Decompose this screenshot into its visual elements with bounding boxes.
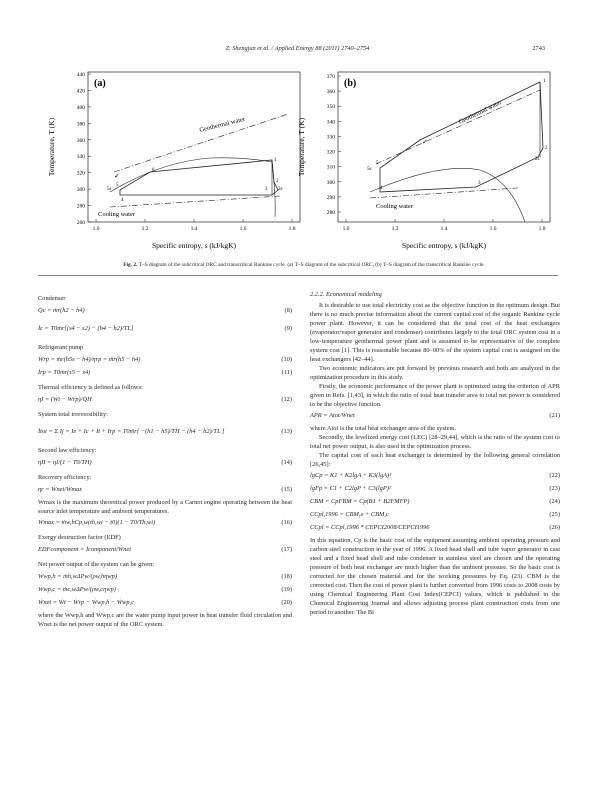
net-power-text: Net power output of the system can be given: [38,561,155,568]
a-yt-label: 360 [76,137,85,144]
left-column [38,290,292,629]
panel-a-state-1: 1 [274,158,277,163]
panel-a-cycle [120,160,278,195]
paragraph-1: It is desirable to use total electricity cost as the objective function in the optimum design. But there is no much precise information about the current capital cost of the organic Rankine cycle power plant. However, it can be considered that the total cost of the heat exchangers (evaporator/vapor generator and condenser) contributes largely to the total ORC system cost in a low-temperature geothermal power plant and is assumed to be representative of the complete system cost [1]. This is reasonable because 80–90% of the system capital cost is assigned on the heat exchangers [42–44]. [310,302,560,363]
panel-b-geothermal-line [376,90,540,164]
panel-b-yticks [327,74,341,216]
panel-a-state-3: 3 [265,187,268,192]
paragraph-2: Two economic indicators are put forward by previous research and both are analyzed in the optimization procedure in this study. [310,365,560,381]
panel-a-geothermal-label: Geothermal water [198,115,246,134]
panel-b-state-3: 3 [478,181,481,186]
panel-b-state-5: 5 [376,161,379,166]
panel-b-state-5s: 5s [367,167,372,172]
paragraph-4: where Atot is the total heat exchanger area of the system. [310,425,457,432]
panel-b-xlabel: Specific entropy, s (kJ/kgK) [401,241,487,250]
a-xt-label: 1.4 [190,226,198,232]
equation-17: EDFcomponent = İcomponent/Ẇnet (17) [38,546,292,553]
b-yt-label: 340 [326,119,335,126]
panel-a-state-5: 5 [116,183,119,188]
thermal-text: Thermal efficiency is defined as follows: [38,384,143,391]
equation-18: Ẇwp,h = ṁh,wΔPw/(ρw,hηwp) (18) [38,573,292,580]
paragraph-7: In this equation, Cp is the basic cost of the equipment assuming ambient operating pressure and carbon steel construction in the year of 1996. A fixed head shell and tube vapor generator in cast steel and a fixed head shell and tube condenser in stainless steel are chosen and the operating pressure of both heat exchanger are much higher than the ambient pressure. So the basic cost is corrected for the chosen material and for the working pressures by Eq. (23). CBM is the corrected cost. Then the cost of power plant is further converted from 1996 costs to 2008 costs by using Chemical Engineering Plant Cost Index(CEPCI) values, which is published in the Chemical Engineering Journal and allows adjusting process plant construction costs from one period to another. The Bi [310,537,560,616]
panel-a-xlabel: Specific entropy, s (kJ/kgK) [151,241,237,250]
panel-b-cooling-line [370,188,518,198]
panel-b [297,72,550,250]
panel-b-saturation-dome [370,168,525,222]
b-xt-label: 1.8 [538,226,546,232]
b-yt-label: 310 [326,164,335,171]
panel-a-saturation-dome [110,158,275,217]
equation-14: ηII = ηI/(1 − T0/TH) (14) [38,459,292,466]
panel-a-state-2s: 2s [278,187,283,192]
edf-heading: Exergy destruction factor (EDF) [38,534,121,541]
b-yt-label: 330 [326,134,335,141]
equation-25: CCpl,1996 = CBM,e + CBM,c (25) [310,511,560,518]
panel-a-state-4: 4 [121,198,124,203]
panel-a-geothermal-line [114,114,288,172]
equation-13: İtot = Σ Ij = Ie + Ic + It + Irp = T0ṁr[ −(h1 − h5)/TH − (h4 − h2)/TL ] (13) [38,428,292,435]
page-number: 2743 [532,45,545,52]
equation-9: İc = T0ṁr[(s4 − s2) − (h4 − h2)/TL] (9) [38,325,292,332]
a-yt-label: 340 [76,154,85,161]
figure-caption [54,262,554,268]
paragraph-3: Firstly, the economic performance of the power plant is optimized using the criterion of APR given in Refs. [1,43], in which the ratio of total heat transfer area to total net power is considered to be the objective function. [310,383,560,408]
panel-b-xticks [343,219,546,232]
b-yt-label: 350 [326,104,335,111]
panel-b-label: (b) [344,78,357,89]
b-yt-label: 300 [326,179,335,186]
caption-text: T–S diagram of the subcritical ORC and transcritical Rankine cycle. (a) T–S diagram of the subcritical ORC, (b) T–S diagram of the transcritical Rankine cycle. [138,262,485,268]
final-paragraph: where the Ẇwp,h and Ẇwp,c are the water pump input power in heat transfer fluid circulation and Ẇnet is the net power output of the ORC system. [38,612,292,628]
b-yt-label: 280 [326,210,335,216]
equation-22: lgCp = K1 + K2lgA + K3(lgA)² (22) [310,472,560,479]
panel-b-state-1: 1 [543,79,546,84]
panel-a-cooling-label: Cooling water [98,211,136,218]
b-xt-label: 1.0 [342,226,350,232]
equation-23: lgFp = C1 + C2lgP + C3(lgP)² (23) [310,485,560,492]
right-column [310,290,560,617]
a-xt-label: 1.2 [141,226,149,232]
panel-b-state-4: 4 [380,186,383,191]
a-yt-label: 280 [76,203,85,210]
condenser-heading: Condenser [38,295,66,302]
equation-20: Ẇnet = Ẇt − Ẇrp − Ẇwp,h − Ẇwp,c (20) [38,599,292,606]
equation-21: APR = Atot/Ẇnet (21) [310,412,560,419]
panel-a-cooling-line [110,196,280,207]
a-yt-label: 440 [76,72,85,78]
a-xt-label: 1.6 [239,226,247,232]
a-yt-label: 400 [76,104,85,111]
a-yt-label: 380 [76,121,85,128]
paragraph-5: Secondly, the levelized energy cost (LEC) [28–29,44], which is the ratio of the system cost to total net power output, is also used in the optimization process. [310,434,560,450]
panel-a-yticks [77,72,91,226]
panel-b-cooling-label: Cooling water [376,203,414,210]
b-yt-label: 370 [326,74,335,80]
panel-b-state-2s: 2s [535,157,540,162]
svg-text:✓: ✓ [114,172,120,180]
b-yt-label: 320 [326,149,335,156]
equation-15: ηr = Ẇnet/Ẇmax (15) [38,486,292,493]
divider [38,275,558,276]
second-law-text: Second law efficiency: [38,447,97,454]
b-xt-label: 1.4 [440,226,448,232]
equation-11: İrp = T0ṁr(s5 − s4) (11) [38,369,292,376]
panel-b-cycle [380,82,543,192]
journal-citation: Z. Shengjun et al. / Applied Energy 88 (2011) 2740–2754 [225,45,370,52]
panel-b-geothermal-label: Geothermal water [457,99,503,126]
equation-12: ηI = (Ẇt − Ẇrp)/Q̇H (12) [38,396,292,403]
panel-a-label: (a) [94,78,106,89]
panel-a-ylabel: Temperature, T (K) [47,117,56,177]
a-yt-label: 420 [76,88,85,95]
a-xt-label: 1.0 [92,226,100,232]
equation-8: Q̇c = ṁr(h2 − h4) (8) [38,307,292,314]
recovery-text: Recovery efficiency: [38,474,92,481]
a-xt-label: 1.8 [288,226,296,232]
equation-16: Ẇmax = ṁw,hCp,w(th,wi − t0)(1 − T0/Th,wi) (16) [38,519,292,526]
running-header [0,45,595,55]
section-heading: 2.2.2. Economical modeling [310,291,382,298]
irreversibility-text: System total irreversibility: [38,411,108,418]
pump-heading: Refrigerant pump [38,344,84,351]
caption-label: Fig. 2. [123,262,138,268]
panel-b-ylabel: Temperature, T (K) [297,117,306,177]
equation-26: CCpl = CCpl,1996 * CEPCI2008/CEPCI1996 (26) [310,524,560,531]
b-yt-label: 360 [326,89,335,96]
panel-a-state-6: 6 [152,168,155,173]
panel-a [47,72,300,250]
svg-text:✓: ✓ [422,138,428,146]
b-yt-label: 290 [326,194,335,201]
equation-19: Ẇwp,c = ṁc,wΔPw/(ρw,cηwp) (19) [38,586,292,593]
equation-10: Ẇrp = ṁr(h5s − h4)/ηrp = ṁr(h5 − h4) (10) [38,356,292,363]
a-yt-label: 320 [76,170,85,177]
paragraph-6: The capital cost of each heat exchanger is determined by the following general correlation [26,45]: [310,452,560,468]
b-xt-label: 1.2 [391,226,399,232]
panel-a-state-5s: 5s [107,187,112,192]
equation-24: CBM = CpFBM = Cp(B1 + B2FMFP) (24) [310,498,560,505]
figure-2 [40,62,560,262]
b-xt-label: 1.6 [489,226,497,232]
panel-a-state-2: 2 [276,179,279,184]
panel-a-xticks [93,219,296,232]
panel-b-state-2: 2 [545,146,548,151]
a-yt-label: 300 [76,187,85,194]
wmax-paragraph: Ẇmax is the maximum theoretical power produced by a Carnot engine operating between the heat source inlet temperature and ambient temperatures. [38,499,292,515]
a-yt-label: 260 [76,220,85,226]
